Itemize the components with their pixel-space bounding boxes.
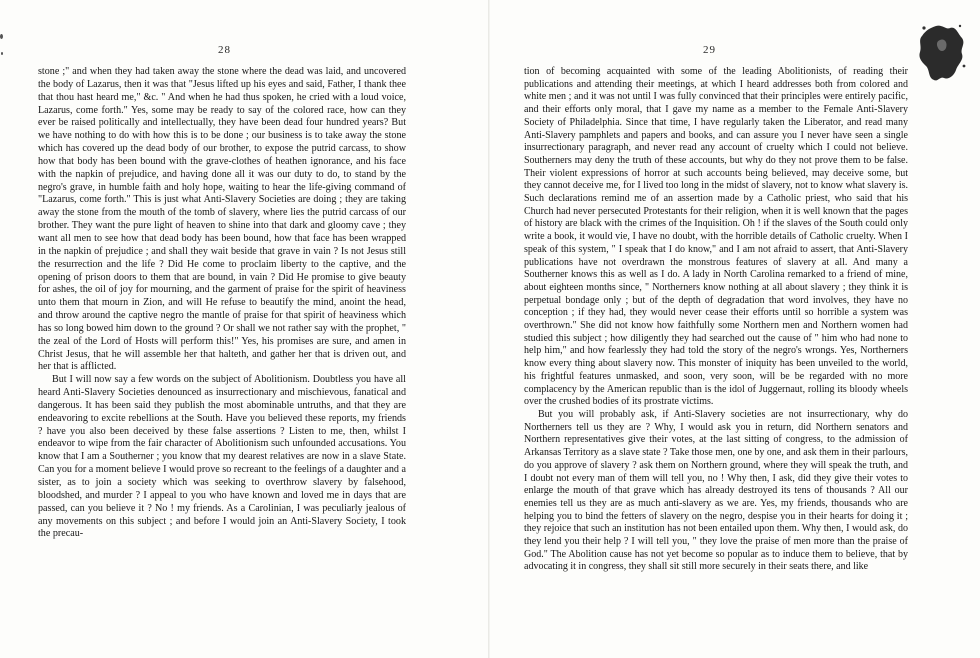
page-body-text (38, 66, 406, 541)
page-number: 28 (218, 44, 231, 56)
right-page (490, 0, 980, 658)
paragraph: tion of becoming acquainted with some of the leading Abolitionists, of reading their publications and attending their meetings, at which I heard addresses both from colored and white men ; and it was not until I was fully convinced that their principles were entirely pacific, and their efforts only moral, that I gave my name as a member to the Female Anti-Slavery Society of Philadelphia. Since that time, I have regularly taken the Liberator, and read many Anti-Slavery pamphlets and papers and books, and can assure you I never have seen a single insurrectionary paragraph, and never read any account of cruelty which I could not believe. Southerners may deny the truth of these accounts, but why do they not prove them to be false. Their violent expressions of horror at such accounts being believed, may deceive some, but they cannot deceive me, for I lived too long in the midst of slavery, not to know what slavery is. Such declarations remind me of an assertion made by a Catholic priest, who said that his Church had never persecuted Protestants for their religion, when it is well known that the pages of history are black with the crimes of the Inquisition. Oh ! if the slaves of the South could only write a book, it would vie, I have no doubt, with the horrible details of Catholic cruelty. When I speak of this system, " I speak that I do know," and I am not afraid to assert, that Anti-Slavery publications have not overdrawn the monstrous features of slavery at all. And many a Southerner knows this as well as I do. A lady in North Carolina remarked to a friend of mine, about eighteen months since, " Northerners know nothing at all about slavery ; they think it is perpetual bondage only ; but of the depth of degradation that word involves, they have no conception ; if they had, they would never cease their efforts until so horrible a system was overthrown." She did not know how faithfully some Northern men and Northern women had studied this subject ; how diligently they had searched out the cause of " him who had none to help him," and how fearlessly they had told the story of the negro's wrongs. Yes, Northerners know every thing about slavery now. This monster of iniquity has been unveiled to the world, his frightful features unmasked, and soon, very soon, will be be regarded with no more complacency by the American republic than is the idol of Juggernaut, rolling its bloody wheels over the crushed bodies of its prostrate victims. (524, 66, 908, 408)
ink-blot-icon (916, 22, 966, 84)
paragraph: But I will now say a few words on the subject of Abolitionism. Doubtless you have all heard Anti-Slavery Societies denounced as insurrectionary and mischievous, fanatical and dangerous. It has been said they publish the most abominable untruths, and that they are endeavoring to excite rebellions at the South. Have you believed these reports, my friends ? have you also been deceived by these false assertions ? Listen to me, then, whilst I endeavor to wipe from the fair character of Abolitionism such unfounded accusations. You know that I am a Southerner ; you know that my dearest relatives are now in a slave State. Can you for a moment believe I would prove so recreant to the feelings of a daughter and a sister, as to join a society which was seeking to overthrow slavery by falsehood, bloodshed, and murder ? I appeal to you who have known and loved me in days that are passed, can you believe it ? No ! my friends. As a Carolinian, I was peculiarly jealous of any movements on this subject ; and before I would join an Anti-Slavery Society, I took the precau- (38, 374, 406, 540)
paragraph: But you will probably ask, if Anti-Slavery societies are not insurrectionary, why do Northerners tell us they are ? Why, I would ask you in return, did Northern senators and Northern representatives give their votes, at the last sitting of congress, to the admission of Arkansas Territory as a slave state ? Take those men, one by one, and ask them in their parlours, do you approve of slavery ? ask them on Northern ground, where they will speak the truth, and I doubt not every man of them will tell you, no ! Why then, I ask, did they give their votes to enlarge the mouth of that grave which has already destroyed its tens of thousands ? All our enemies tell us they are as much anti-slavery as we are. Yes, my friends, thousands who are helping you to bind the fetters of slavery on the negro, despise you in their hearts for doing it ; they rejoice that such an institution has not been entailed upon them. Why then, I would ask, do they lend you their help ? I will tell you, " they love the praise of men more than the praise of God." The Abolition cause has not yet become so popular as to induce them to believe, that by advocating it in congress, they shall sit still more securely in their seats there, and like (524, 408, 908, 573)
page-body-text (524, 66, 908, 574)
paragraph: stone ;" and when they had taken away the stone where the dead was laid, and uncovered the body of Lazarus, then it was that "Jesus lifted up his eyes and said, Father, I thank thee that thou hast heard me," &c. " And when he had thus spoken, he cried with a loud voice, Lazarus, come forth." Yes, some may be ready to say of the colored race, how can they ever be raised politically and intellectually, they have been dead four hundred years? But we have nothing to do with how this is to be done ; our business is to take away the stone which has covered up the dead body of our brother, to expose the putrid carcass, to show how that body has been bound with the grave-clothes of heathen ignorance, and his face with the napkin of prejudice, and having done all it was our duty to do, to stand by the negro's grave, in humble faith and holy hope, waiting to hear the life-giving command of "Lazarus, come forth." This is just what Anti-Slavery Societies are doing ; they are taking away the stone from the mouth of the tomb of slavery, where lies the putrid carcass of our brother. They want the pure light of heaven to shine into that dark and gloomy cave ; they want all men to see how that dead body has been bound, how that face has been wrapped in the napkin of prejudice ; and shall they wait beside that grave in vain ? Is not Jesus still the resurrection and the life ? Did He come to proclaim liberty to the captive, and the opening of prison doors to them that are bound, in vain ? Did He promise to give beauty for ashes, the oil of joy for mourning, and the garment of praise for the spirit of heaviness unto them that mourn in Zion, and will He refuse to beautify the mind, anoint the head, and throw around the captive negro the mantle of praise for that spirit of heaviness which has so long bowed him down to the ground ? Or shall we not rather say with the prophet, " the zeal of the Lord of Hosts will perform this!" Yes, his promises are sure, and amen in Christ Jesus, that he will assemble her that halteth, and gather her that is driven out, and her that is afflicted. (38, 66, 406, 373)
page-number: 29 (703, 44, 716, 56)
left-page (0, 0, 488, 658)
